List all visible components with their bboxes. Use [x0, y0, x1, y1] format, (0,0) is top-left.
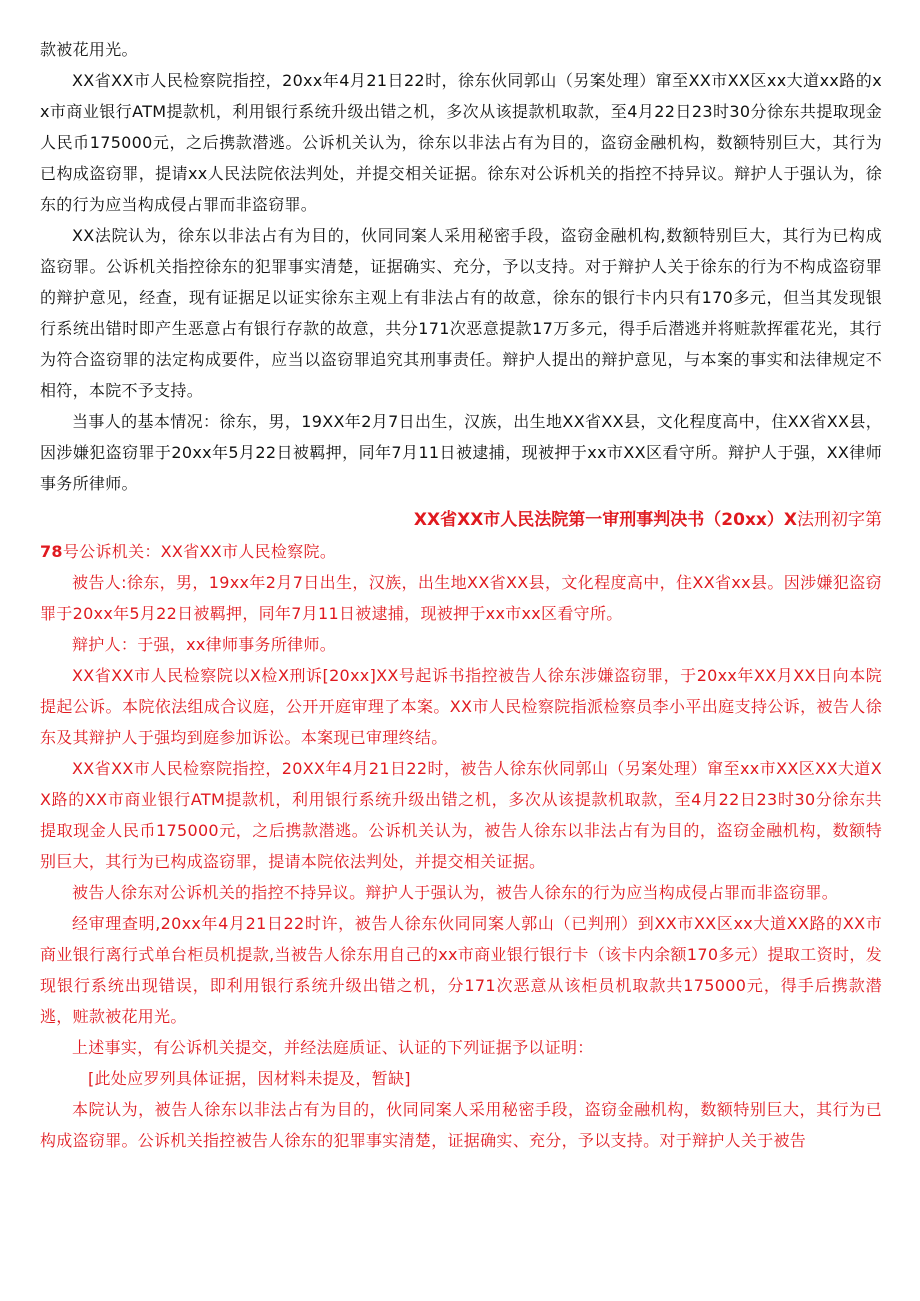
- paragraph-defender: 辩护人：于强，xx律师事务所律师。: [72, 635, 337, 654]
- paragraph-evidence-intro: 上述事实，有公诉机关提交，并经法庭质证、认证的下列证据予以证明：: [72, 1038, 594, 1057]
- paragraph-evidence-placeholder: [此处应罗列具体证据，因材料未提及，暂缺]: [88, 1069, 411, 1088]
- case-number-line: [40, 536, 882, 567]
- judgment-title-normal: 法刑初字第: [797, 510, 882, 530]
- paragraph-court-opinion: XX法院认为，徐东以非法占有为目的，伙同同案人采用秘密手段，盗窃金融机构,数额特别巨大，其行为已构成盗窃罪。公诉机关指控徐东的犯罪事实清楚，证据确实、充分，予以支持。对于辩护人关于徐东的行为不构成盗窃罪的辩护意见，经查，现有证据足以证实徐东主观上有非法占有的故意，徐东的银行卡内只有170多元，但当其发现银行系统出错时即产生恶意占有银行存款的故意，共分171次恶意提款17万多元，得手后潜逃并将赃款挥霍花光，其行为符合盗窃罪的法定构成要件，应当以盗窃罪追究其刑事责任。辩护人提出的辩护意见，与本案的事实和法律规定不相符，本院不予支持。: [40, 226, 882, 400]
- paragraph-continuation: 款被花用光。: [40, 40, 138, 59]
- paragraph-prosecution-summary: XX省XX市人民检察院指控，20xx年4月21日22时，徐东伙同郭山（另案处理）窜至XX市XX区xx大道xx路的xx市商业银行ATM提款机，利用银行系统升级出错之机，多次从该提款机取款，至4月22日23时30分徐东共提取现金人民币175000元，之后携款潜逃。公诉机关认为，徐东以非法占有为目的，盗窃金融机构，数额特别巨大，其行为已构成盗窃罪，提请xx人民法院依法判处，并提交相关证据。徐东对公诉机关的指控不持异议。辩护人于强认为，徐东的行为应当构成侵占罪而非盗窃罪。: [40, 71, 882, 214]
- judgment-title: [40, 505, 882, 536]
- judgment-title-bold: XX省XX市人民法院第一审刑事判决书（20xx）: [413, 510, 784, 530]
- paragraph-party-info: 当事人的基本情况：徐东，男，19XX年2月7日出生，汉族，出生地XX省XX县，文化程度高中，住XX省XX县，因涉嫌犯盗窃罪于20xx年5月22日被羁押，同年7月11日被逮捕，现被押于xx市XX区看守所。辩护人于强，XX律师事务所律师。: [40, 412, 882, 493]
- paragraph-charges: XX省XX市人民检察院指控，20XX年4月21日22时，被告人徐东伙同郭山（另案处理）窜至xx市XX区XX大道XX路的XX市商业银行ATM提款机，利用银行系统升级出错之机，多次从该提款机取款，至4月22日23时30分徐东共提取现金人民币175000元，之后携款潜逃。公诉机关认为，被告人徐东以非法占有为目的，盗窃金融机构，数额特别巨大，其行为已构成盗窃罪，提请本院依法判处，并提交相关证据。: [40, 759, 882, 871]
- prosecutor-label: 号公诉机关：XX省XX市人民检察院。: [62, 542, 337, 561]
- paragraph-defendant: 被告人:徐东，男，19xx年2月7日出生，汉族，出生地XX省XX县，文化程度高中，住XX省xx县。因涉嫌犯盗窃罪于20xx年5月22日被羁押，同年7月11日被逮捕，现被押于xx市xx区看守所。: [40, 573, 882, 623]
- case-number: 78: [40, 542, 63, 561]
- paragraph-indictment: XX省XX市人民检察院以X检X刑诉[20xx]XX号起诉书指控被告人徐东涉嫌盗窃罪，于20xx年XX月XX日向本院提起公诉。本院依法组成合议庭，公开开庭审理了本案。XX市人民检察院指派检察员李小平出庭支持公诉，被告人徐东及其辩护人于强均到庭参加诉讼。本案现已审理终结。: [40, 666, 882, 747]
- judgment-title-x: X: [783, 510, 797, 530]
- paragraph-findings: 经审理查明,20xx年4月21日22时许，被告人徐东伙同同案人郭山（已判刑）到XX市XX区xx大道XX路的XX市商业银行离行式单台柜员机提款,当被告人徐东用自己的xx市商业银行银行卡（该卡内余额170多元）提取工资时，发现银行系统出现错误，即利用银行系统升级出错之机，分171次恶意从该柜员机取款共175000元，得手后携款潜逃，赃款被花用光。: [40, 914, 882, 1026]
- paragraph-court-conclusion: 本院认为，被告人徐东以非法占有为目的，伙同同案人采用秘密手段，盗窃金融机构，数额特别巨大，其行为已构成盗窃罪。公诉机关指控被告人徐东的犯罪事实清楚，证据确实、充分，予以支持。对于辩护人关于被告: [40, 1100, 882, 1150]
- paragraph-defense-view: 被告人徐东对公诉机关的指控不持异议。辩护人于强认为，被告人徐东的行为应当构成侵占罪而非盗窃罪。: [72, 883, 839, 902]
